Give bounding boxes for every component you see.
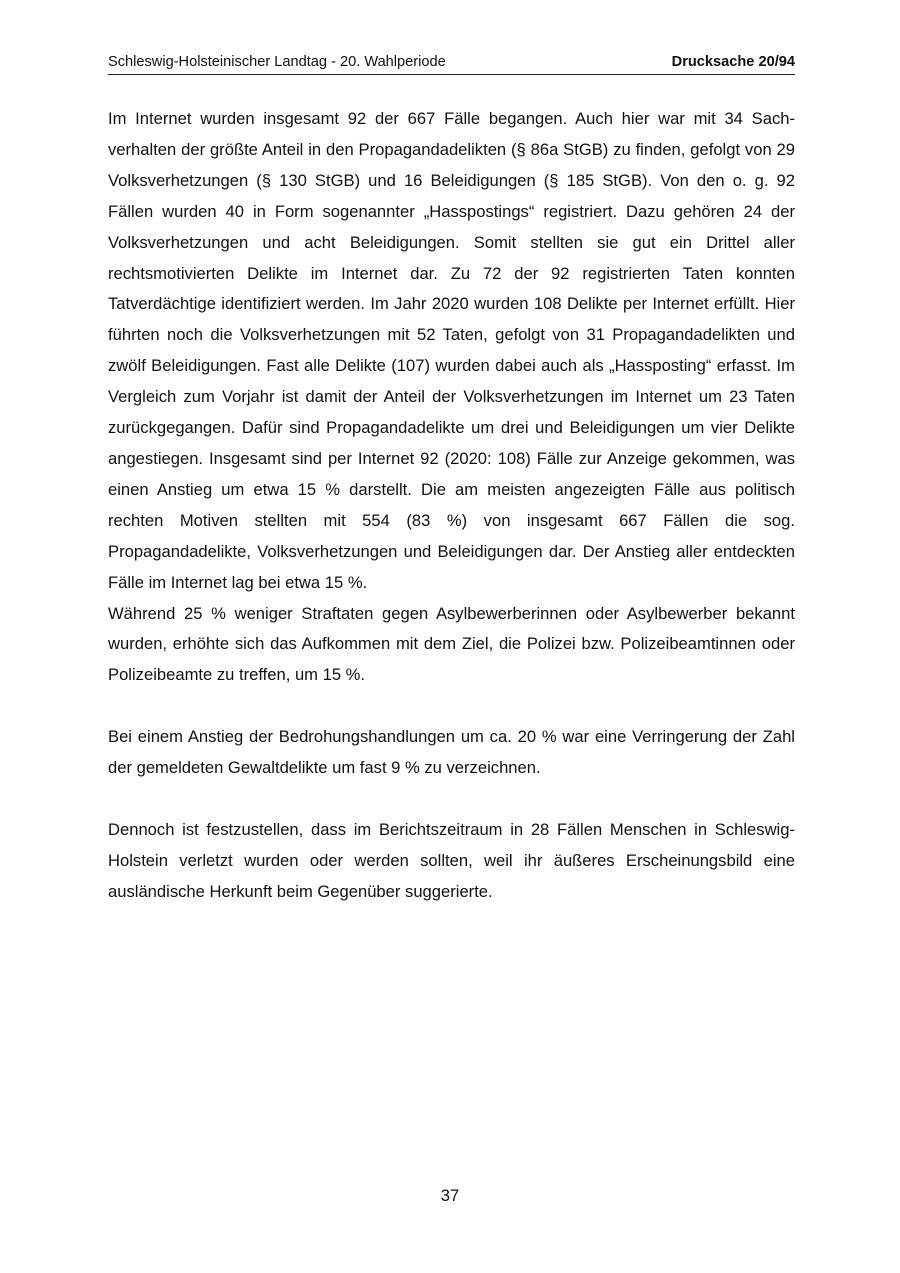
paragraph-injuries: Dennoch ist festzustellen, dass im Berichtszeitraum in 28 Fällen Menschen in Schleswig-Holstein verletzt wurden oder werden sollten, weil ihr äußeres Erscheinungsbild eine ausländische Herkunft beim Gegenüber suggerierte. <box>108 819 795 901</box>
paragraph-asylum-police: Während 25 % weniger Straftaten gegen Asylbewerberinnen oder Asylbewerber bekannt wurden, erhöhte sich das Aufkommen mit dem Ziel, die Polizei bzw. Polizeibeamtinnen oder Polizeibeamte zu treffen, um 15 %. <box>108 603 795 685</box>
paragraph-spacer <box>108 784 795 815</box>
paragraph-internet-offenses: Im Internet wurden insgesamt 92 der 667 Fälle begangen. Auch hier war mit 34 Sachverhalten der größte Anteil in den Propagandadelikten (§ 86a StGB) zu finden, gefolgt von 29 Volksverhetzungen (§ 130 StGB) und 16 Beleidigungen (§ 185 StGB). Von den o. g. 92 Fällen wurden 40 in Form sogenannter „Hasspostings“ registriert. Dazu gehören 24 der Volksverhetzungen und acht Beleidigungen. Somit stellten sie gut ein Drittel aller rechtsmotivierten Delikte im Internet dar. Zu 72 der 92 registrierten Taten konnten Tatverdächtige identifiziert werden. Im Jahr 2020 wurden 108 Delikte per Internet erfüllt. Hier führten noch die Volksverhetzungen mit 52 Taten, gefolgt von 31 Propagandadelikten und zwölf Beleidigungen. Fast alle Delikte (107) wurden dabei auch als „Hassposting“ erfasst. Im Vergleich zum Vorjahr ist damit der Anteil der Volksverhetzungen im Internet um 23 Taten zurückgegangen. Dafür sind Propagandadelikte um drei und Beleidigungen um vier Delikte angestiegen. Insgesamt sind per Internet 92 (2020: 108) Fälle zur Anzeige gekommen, was einen Anstieg um etwa 15 % darstellt. Die am meisten angezeigten Fälle aus politisch rechten Motiven stellten mit 554 (83 %) von insgesamt 667 Fällen die sog. Propagandadelikte, Volksverhetzungen und Beleidigungen dar. Der Anstieg aller entdeckten Fälle im Internet lag bei etwa 15 %. <box>108 109 795 592</box>
document-body <box>108 104 795 908</box>
page-header <box>108 54 795 75</box>
paragraph-spacer <box>108 691 795 722</box>
header-title: Schleswig-Holsteinischer Landtag - 20. Wahlperiode <box>108 54 446 70</box>
page-number: 37 <box>440 1186 460 1205</box>
paragraph-threats-violence: Bei einem Anstieg der Bedrohungshandlungen um ca. 20 % war eine Verringerung der Zahl der gemeldeten Gewaltdelikte um fast 9 % zu verzeichnen. <box>108 727 795 778</box>
document-number: Drucksache 20/94 <box>671 54 795 70</box>
